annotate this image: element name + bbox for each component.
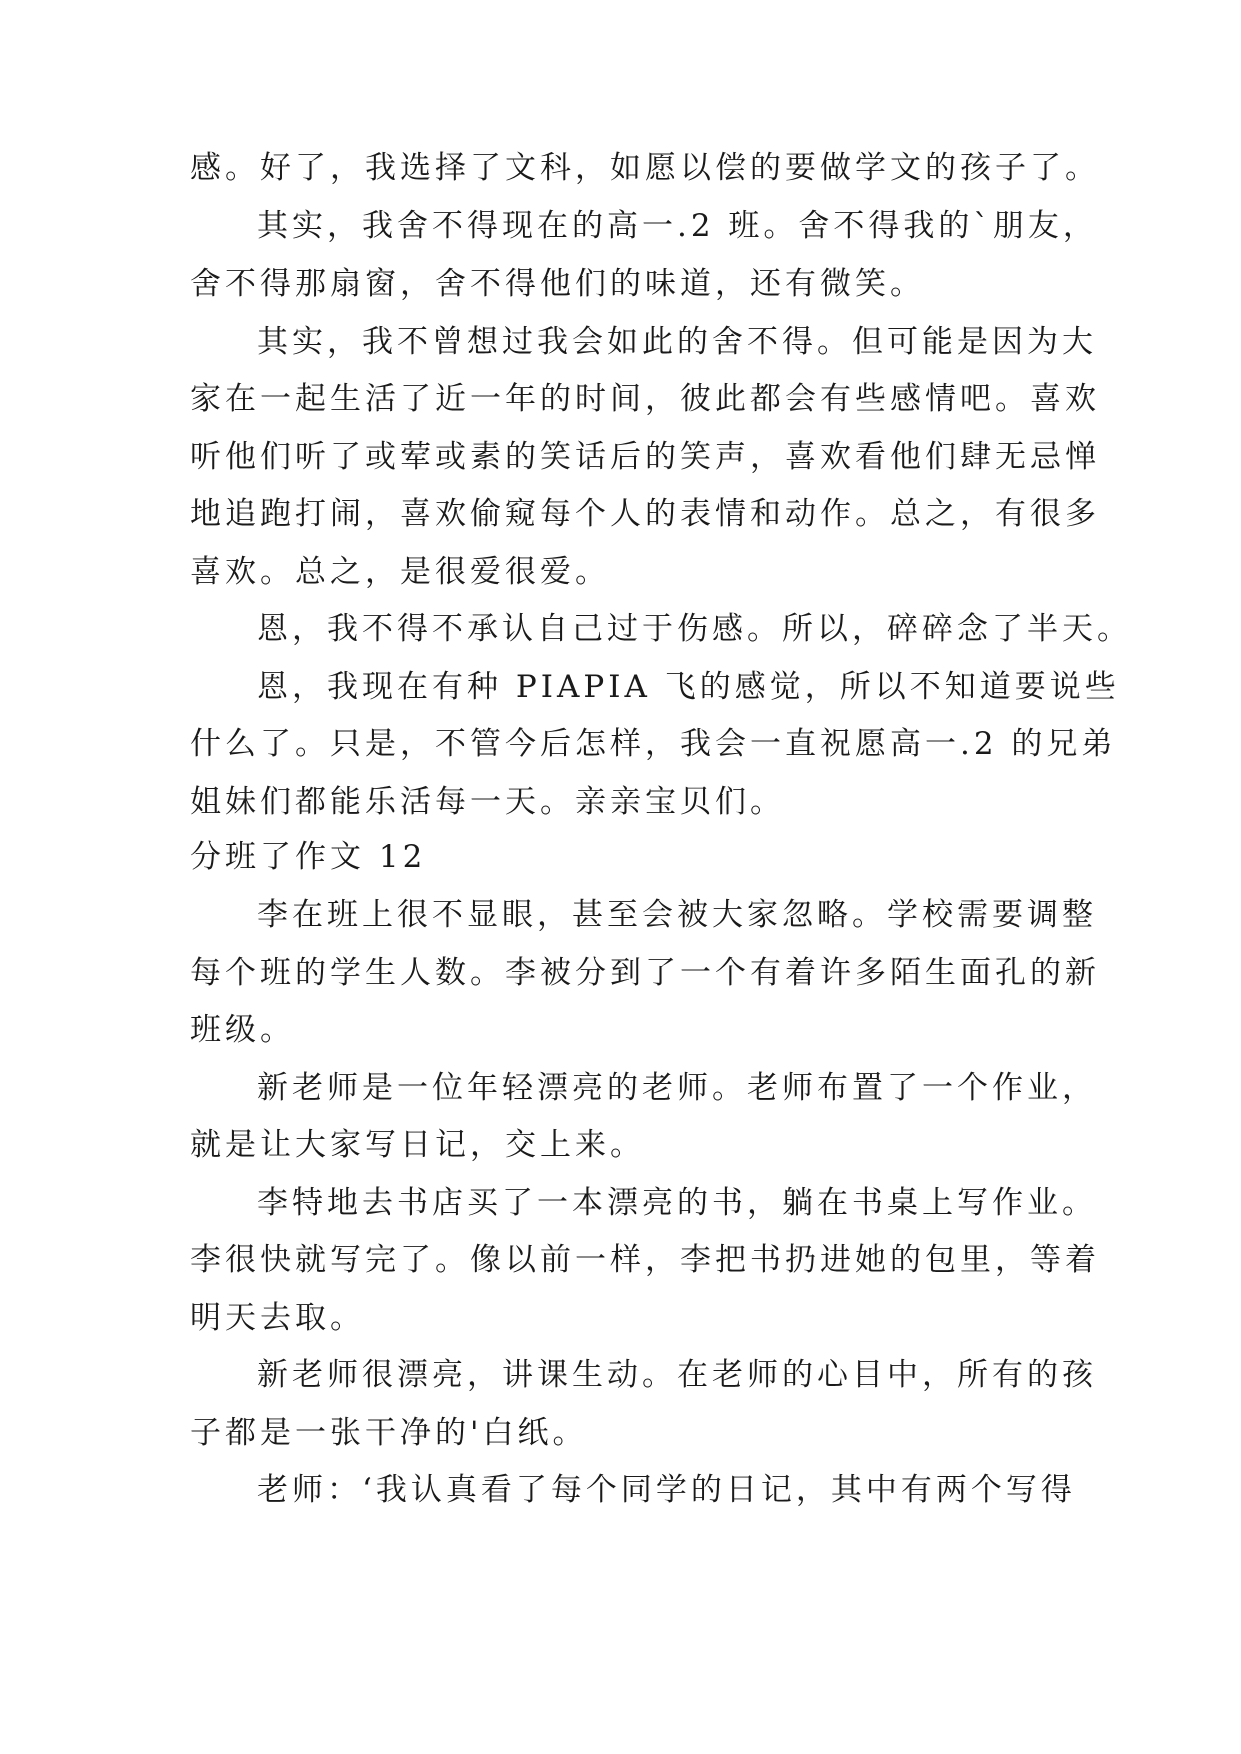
text-line: 明天去取。 <box>190 1300 365 1336</box>
text-line: 姐妹们都能乐活每一天。亲亲宝贝们。 <box>190 784 785 820</box>
paragraph-first-line: 其实，我不曾想过我会如此的舍不得。但可能是因为大 <box>257 324 1097 360</box>
text-line: 就是让大家写日记，交上来。 <box>190 1127 645 1163</box>
paragraph-first-line: 新老师很漂亮，讲课生动。在老师的心目中，所有的孩 <box>257 1357 1097 1393</box>
text-line: 子都是一张干净的'白纸。 <box>190 1415 588 1451</box>
text-line: 每个班的学生人数。李被分到了一个有着许多陌生面孔的新 <box>190 955 1100 991</box>
paragraph-first-line: 李在班上很不显眼，甚至会被大家忽略。学校需要调整 <box>257 897 1097 933</box>
text-line: 听他们听了或荤或素的笑话后的笑声，喜欢看他们肆无忌惮 <box>190 439 1100 475</box>
paragraph-first-line: 恩，我不得不承认自己过于伤感。所以，碎碎念了半天。 <box>257 611 1132 647</box>
paragraph-first-line: 新老师是一位年轻漂亮的老师。老师布置了一个作业， <box>257 1070 1097 1106</box>
paragraph-first-line: 恩，我现在有种 PIAPIA 飞的感觉，所以不知道要说些 <box>257 669 1120 705</box>
section-heading: 分班了作文 12 <box>190 839 427 875</box>
text-line: 舍不得那扇窗，舍不得他们的味道，还有微笑。 <box>190 266 925 302</box>
text-line: 李很快就写完了。像以前一样，李把书扔进她的包里，等着 <box>190 1242 1100 1278</box>
paragraph-first-line: 老师：‘我认真看了每个同学的日记，其中有两个写得 <box>257 1472 1076 1508</box>
text-line: 地追跑打闹，喜欢偷窥每个人的表情和动作。总之，有很多 <box>190 496 1100 532</box>
text-line: 什么了。只是，不管今后怎样，我会一直祝愿高一.2 的兄弟 <box>190 726 1117 762</box>
text-line: 家在一起生活了近一年的时间，彼此都会有些感情吧。喜欢 <box>190 381 1100 417</box>
text-line: 班级。 <box>190 1012 295 1048</box>
paragraph-first-line: 其实，我舍不得现在的高一.2 班。舍不得我的`朋友， <box>257 208 1098 244</box>
text-line: 感。好了，我选择了文科，如愿以偿的要做学文的孩子了。 <box>190 150 1100 186</box>
paragraph-first-line: 李特地去书店买了一本漂亮的书，躺在书桌上写作业。 <box>257 1185 1097 1221</box>
text-line: 喜欢。总之，是很爱很爱。 <box>190 554 610 590</box>
